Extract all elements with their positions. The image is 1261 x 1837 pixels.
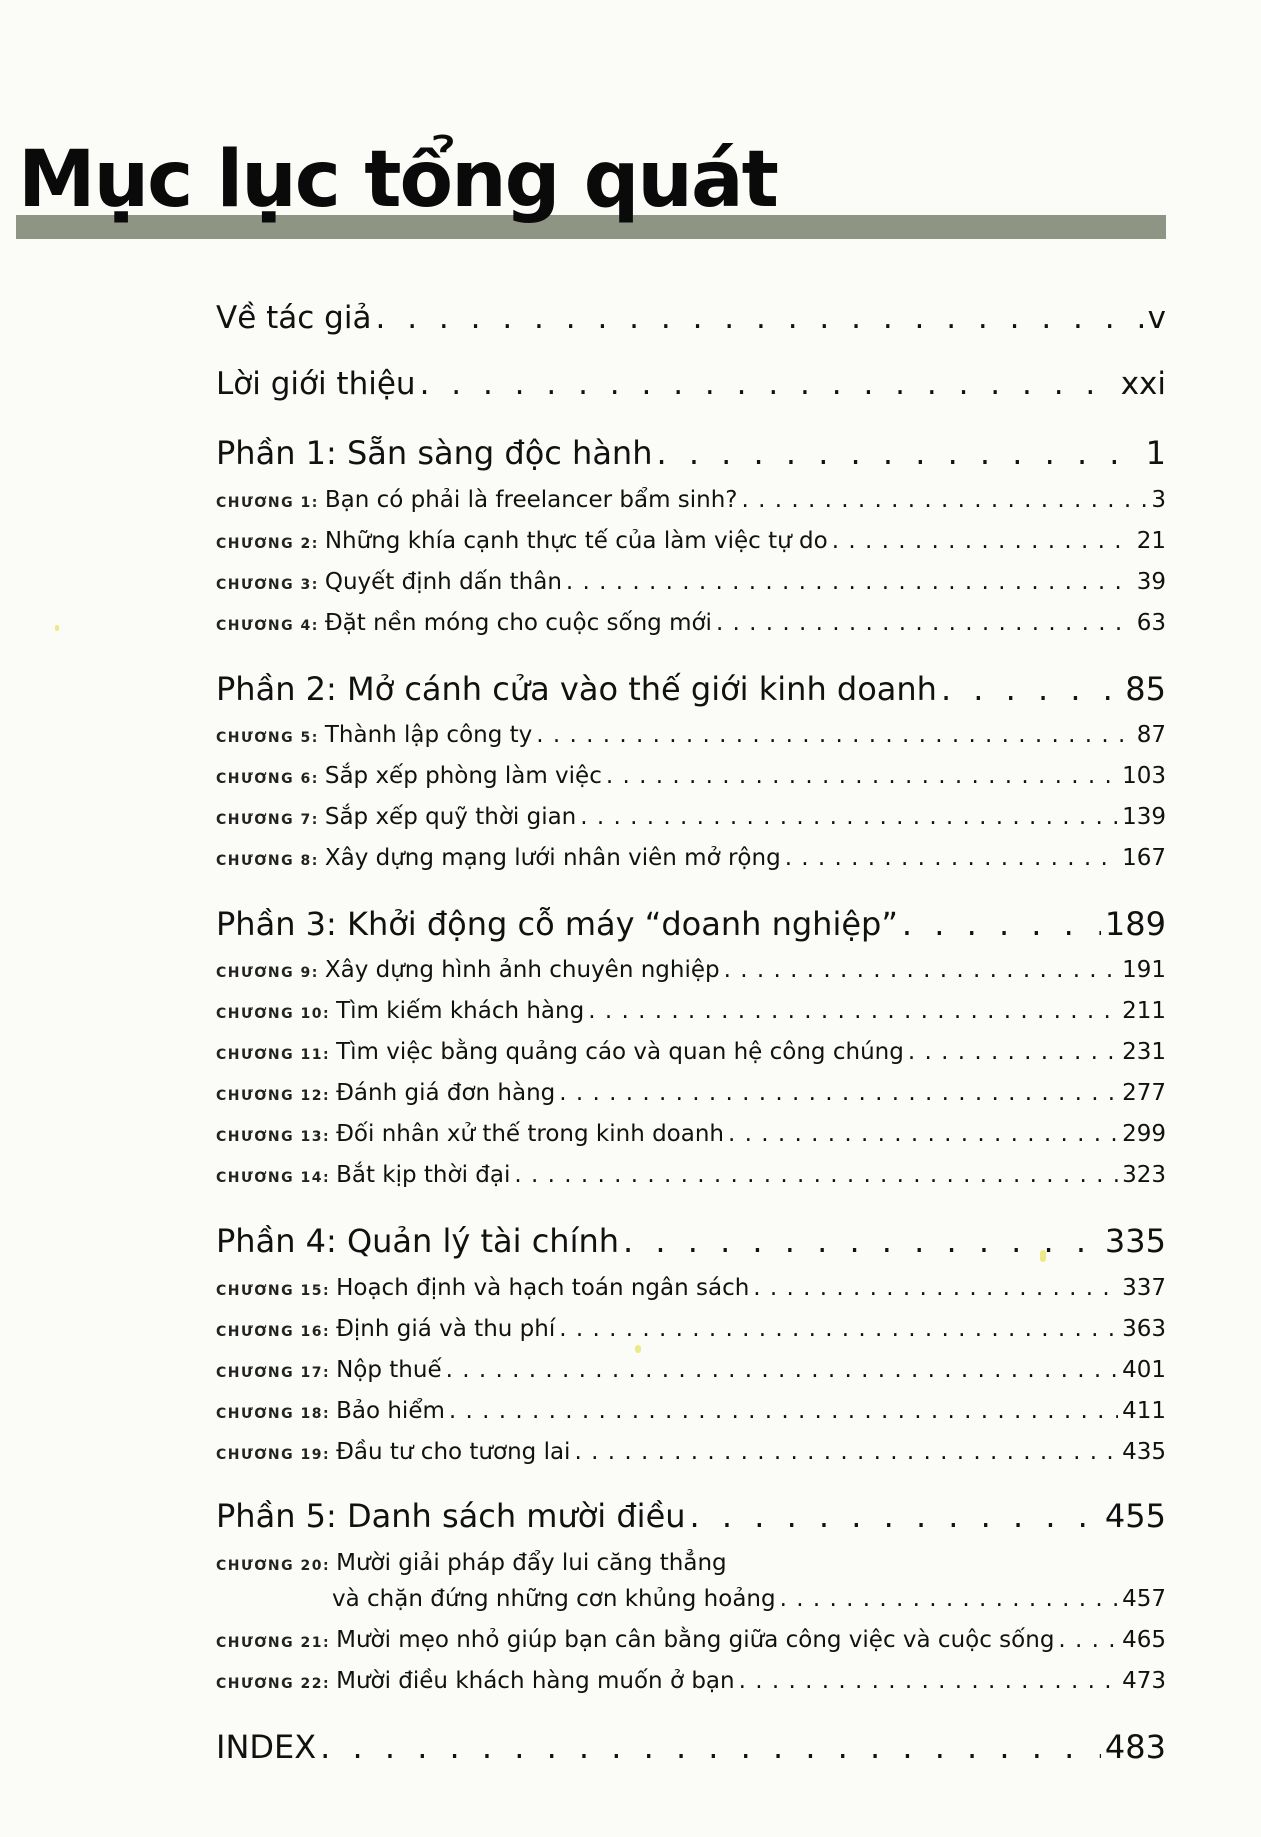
toc-chapter-15[interactable] xyxy=(216,1275,1166,1301)
chapter-tag: CHƯƠNG 1: xyxy=(216,495,319,511)
chapter-tag: CHƯƠNG 10: xyxy=(216,1006,331,1022)
chapter-tag: CHƯƠNG 15: xyxy=(216,1283,331,1299)
chapter-page: 363 xyxy=(1122,1316,1166,1342)
dot-leader xyxy=(739,1668,1118,1694)
chapter-title: Đầu tư cho tương lai xyxy=(336,1439,571,1465)
part-page: 85 xyxy=(1125,670,1166,708)
toc-chapter-12[interactable] xyxy=(216,1080,1166,1106)
chapter-title: Bắt kịp thời đại xyxy=(336,1162,511,1188)
toc-chapter-7[interactable] xyxy=(216,804,1166,830)
toc-chapter-10[interactable] xyxy=(216,998,1166,1024)
chapter-title: Sắp xếp phòng làm việc xyxy=(324,763,602,789)
index-label: INDEX xyxy=(216,1728,317,1766)
part-label: Phần 2: Mở cánh cửa vào thế giới kinh doanh xyxy=(216,670,937,708)
part-label: Phần 1: Sẵn sàng độc hành xyxy=(216,434,653,472)
chapter-tag: CHƯƠNG 3: xyxy=(216,577,319,593)
chapter-tag: CHƯƠNG 12: xyxy=(216,1088,331,1104)
toc-part-3[interactable] xyxy=(216,905,1166,943)
chapter-title: Bảo hiểm xyxy=(336,1398,445,1424)
toc-chapter-20-continued[interactable] xyxy=(332,1586,1166,1612)
part-label: Phần 5: Danh sách mười điều xyxy=(216,1497,686,1535)
chapter-page: 457 xyxy=(1122,1586,1166,1612)
dot-leader xyxy=(514,1162,1118,1188)
chapter-page: 323 xyxy=(1122,1162,1166,1188)
chapter-page: 473 xyxy=(1122,1668,1166,1694)
chapter-tag: CHƯƠNG 9: xyxy=(216,965,319,981)
chapter-tag: CHƯƠNG 16: xyxy=(216,1324,331,1340)
dot-leader xyxy=(785,845,1118,871)
toc-chapter-13[interactable] xyxy=(216,1121,1166,1147)
part-page: 1 xyxy=(1145,434,1166,472)
chapter-tag: CHƯƠNG 14: xyxy=(216,1170,331,1186)
dot-leader xyxy=(902,905,1101,943)
toc-chapter-5[interactable] xyxy=(216,722,1166,748)
dot-leader xyxy=(724,957,1118,983)
toc-part-2[interactable] xyxy=(216,670,1166,708)
chapter-tag: CHƯƠNG 4: xyxy=(216,618,319,634)
dot-leader xyxy=(375,300,1143,336)
dot-leader xyxy=(908,1039,1118,1065)
chapter-title: Xây dựng mạng lưới nhân viên mở rộng xyxy=(324,845,781,871)
chapter-tag: CHƯƠNG 11: xyxy=(216,1047,331,1063)
chapter-page: 299 xyxy=(1122,1121,1166,1147)
chapter-tag: CHƯƠNG 6: xyxy=(216,771,319,787)
toc-chapter-6[interactable] xyxy=(216,763,1166,789)
chapter-page: 211 xyxy=(1122,998,1166,1024)
chapter-title: Bạn có phải là freelancer bẩm sinh? xyxy=(324,487,738,513)
chapter-title: Quyết định dấn thân xyxy=(324,569,562,595)
toc-chapter-22[interactable] xyxy=(216,1668,1166,1694)
toc-chapter-1[interactable] xyxy=(216,487,1166,513)
chapter-page: 39 xyxy=(1136,569,1166,595)
chapter-title: Xây dựng hình ảnh chuyên nghiệp xyxy=(324,957,720,983)
chapter-page: 277 xyxy=(1122,1080,1166,1106)
chapter-title: Đánh giá đơn hàng xyxy=(336,1080,556,1106)
chapter-page: 167 xyxy=(1122,845,1166,871)
chapter-tag: CHƯƠNG 21: xyxy=(216,1635,331,1651)
chapter-tag: CHƯƠNG 20: xyxy=(216,1558,331,1574)
dot-leader xyxy=(580,804,1118,830)
dot-leader xyxy=(690,1497,1101,1535)
toc-chapter-11[interactable] xyxy=(216,1039,1166,1065)
scan-speck xyxy=(55,625,59,631)
toc-part-4[interactable] xyxy=(216,1222,1166,1260)
dot-leader xyxy=(449,1398,1118,1424)
toc-chapter-20[interactable] xyxy=(216,1550,1166,1576)
chapter-title: Tìm việc bằng quảng cáo và quan hệ công chúng xyxy=(336,1039,904,1065)
chapter-page: 103 xyxy=(1122,763,1166,789)
scan-speck xyxy=(1040,1250,1046,1262)
chapter-tag: CHƯƠNG 2: xyxy=(216,536,319,552)
dot-leader xyxy=(574,1439,1118,1465)
chapter-title: Mười điều khách hàng muốn ở bạn xyxy=(336,1668,735,1694)
chapter-title: Những khía cạnh thực tế của làm việc tự do xyxy=(324,528,828,554)
title-block xyxy=(0,130,1261,250)
dot-leader xyxy=(588,998,1118,1024)
toc-part-1[interactable] xyxy=(216,434,1166,472)
chapter-page: 191 xyxy=(1122,957,1166,983)
chapter-title: Sắp xếp quỹ thời gian xyxy=(324,804,577,830)
dot-leader xyxy=(941,670,1121,708)
part-label: Phần 4: Quản lý tài chính xyxy=(216,1222,620,1260)
toc-chapter-4[interactable] xyxy=(216,610,1166,636)
toc-chapter-17[interactable] xyxy=(216,1357,1166,1383)
dot-leader xyxy=(742,487,1148,513)
chapter-page: 337 xyxy=(1122,1275,1166,1301)
chapter-tag: CHƯƠNG 22: xyxy=(216,1676,331,1692)
part-page: 335 xyxy=(1104,1222,1166,1260)
entry-label: Lời giới thiệu xyxy=(216,366,416,402)
toc-chapter-14[interactable] xyxy=(216,1162,1166,1188)
dot-leader xyxy=(1058,1627,1118,1653)
chapter-title: Tìm kiếm khách hàng xyxy=(336,998,585,1024)
toc-index[interactable] xyxy=(216,1728,1166,1766)
toc-chapter-21[interactable] xyxy=(216,1627,1166,1653)
toc-part-5[interactable] xyxy=(216,1497,1166,1535)
toc-chapter-16[interactable] xyxy=(216,1316,1166,1342)
chapter-tag: CHƯƠNG 13: xyxy=(216,1129,331,1145)
dot-leader xyxy=(728,1121,1118,1147)
chapter-page: 411 xyxy=(1122,1398,1166,1424)
index-page: 483 xyxy=(1104,1728,1166,1766)
chapter-title: Thành lập công ty xyxy=(324,722,533,748)
dot-leader xyxy=(559,1316,1118,1342)
chapter-tag: CHƯƠNG 7: xyxy=(216,812,319,828)
entry-page: xxi xyxy=(1120,366,1166,402)
chapter-title: Đặt nền móng cho cuộc sống mới xyxy=(324,610,712,636)
scan-speck xyxy=(635,1345,641,1353)
chapter-tag: CHƯƠNG 17: xyxy=(216,1365,331,1381)
chapter-page: 63 xyxy=(1136,610,1166,636)
toc-chapter-8[interactable] xyxy=(216,845,1166,871)
toc-chapter-9[interactable] xyxy=(216,957,1166,983)
chapter-title: Mười giải pháp đẩy lui căng thẳng xyxy=(336,1550,727,1576)
chapter-title: Hoạch định và hạch toán ngân sách xyxy=(336,1275,750,1301)
entry-page: v xyxy=(1147,300,1166,336)
dot-leader xyxy=(320,1728,1101,1766)
chapter-page: 87 xyxy=(1136,722,1166,748)
dot-leader xyxy=(716,610,1133,636)
chapter-page: 3 xyxy=(1151,487,1166,513)
toc-chapter-18[interactable] xyxy=(216,1398,1166,1424)
toc-chapter-3[interactable] xyxy=(216,569,1166,595)
chapter-tag: CHƯƠNG 18: xyxy=(216,1406,331,1422)
toc-entry-about-author[interactable] xyxy=(216,300,1166,336)
part-label: Phần 3: Khởi động cỗ máy “doanh nghiệp” xyxy=(216,905,898,943)
dot-leader xyxy=(832,528,1133,554)
dot-leader xyxy=(446,1357,1118,1383)
chapter-page: 231 xyxy=(1122,1039,1166,1065)
chapter-page: 465 xyxy=(1122,1627,1166,1653)
part-page: 189 xyxy=(1104,905,1166,943)
dot-leader xyxy=(536,722,1132,748)
dot-leader xyxy=(753,1275,1118,1301)
page-title: Mục lục tổng quát xyxy=(18,135,777,225)
chapter-title: Đối nhân xử thế trong kinh doanh xyxy=(336,1121,725,1147)
chapter-page: 435 xyxy=(1122,1439,1166,1465)
dot-leader xyxy=(420,366,1117,402)
chapter-title: Nộp thuế xyxy=(336,1357,442,1383)
entry-label: Về tác giả xyxy=(216,300,372,336)
dot-leader xyxy=(780,1586,1119,1612)
dot-leader xyxy=(566,569,1133,595)
chapter-title: Mười mẹo nhỏ giúp bạn cân bằng giữa công việc và cuộc sống xyxy=(336,1627,1055,1653)
chapter-tag: CHƯƠNG 8: xyxy=(216,853,319,869)
chapter-page: 139 xyxy=(1122,804,1166,830)
chapter-title-continued: và chặn đứng những cơn khủng hoảng xyxy=(332,1586,776,1612)
chapter-page: 21 xyxy=(1136,528,1166,554)
dot-leader xyxy=(606,763,1118,789)
part-page: 455 xyxy=(1104,1497,1166,1535)
toc-chapter-2[interactable] xyxy=(216,528,1166,554)
chapter-title: Định giá và thu phí xyxy=(336,1316,556,1342)
toc-entry-introduction[interactable] xyxy=(216,366,1166,402)
toc-chapter-19[interactable] xyxy=(216,1439,1166,1465)
chapter-tag: CHƯƠNG 19: xyxy=(216,1447,331,1463)
dot-leader xyxy=(559,1080,1118,1106)
chapter-tag: CHƯƠNG 5: xyxy=(216,730,319,746)
dot-leader xyxy=(656,434,1141,472)
chapter-page: 401 xyxy=(1122,1357,1166,1383)
dot-leader xyxy=(623,1222,1101,1260)
